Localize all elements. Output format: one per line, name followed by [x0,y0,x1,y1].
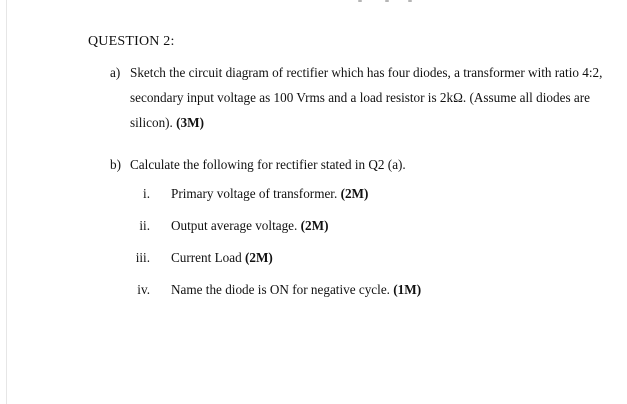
item-ii-marks: (2M) [300,218,329,233]
part-b-intro: Calculate the following for rectifier stated in Q2 (a). [130,157,406,172]
item-iii-text [171,250,273,266]
item-iv-text [171,282,421,298]
item-i-text [171,186,368,202]
item-ii-text [171,218,328,234]
item-iv-marks: (1M) [393,282,422,297]
item-i-label: Primary voltage of transformer. [171,186,341,201]
item-i-marks: (2M) [340,186,369,201]
part-a-label: a) [110,65,121,80]
dot-mark [408,0,412,2]
dot-mark [385,0,389,2]
part-a-line-1: Sketch the circuit diagram of rectifier which has four diodes, a transformer with ratio 4:2, [130,65,603,80]
item-i-number: i. [143,186,150,201]
item-iii-number: iii. [135,250,150,265]
dot-mark [358,0,362,2]
question-title: QUESTION 2: [88,34,175,49]
part-a-line-3-text: silicon). [130,115,177,130]
item-iv-number: iv. [137,282,150,297]
top-edge-dots [0,0,627,3]
item-iii-marks: (2M) [244,250,273,265]
part-a-line-3 [130,115,204,131]
item-iii-label: Current Load [171,250,245,265]
part-a-marks: (3M) [176,115,204,130]
page-edge-divider [6,0,7,404]
item-iv-label: Name the diode is ON for negative cycle. [171,282,394,297]
part-a-line-2: secondary input voltage as 100 Vrms and a load resistor is 2kΩ. (Assume all diodes are [130,90,590,105]
item-ii-label: Output average voltage. [171,218,301,233]
part-b-label: b) [110,157,121,172]
item-ii-number: ii. [139,218,150,233]
